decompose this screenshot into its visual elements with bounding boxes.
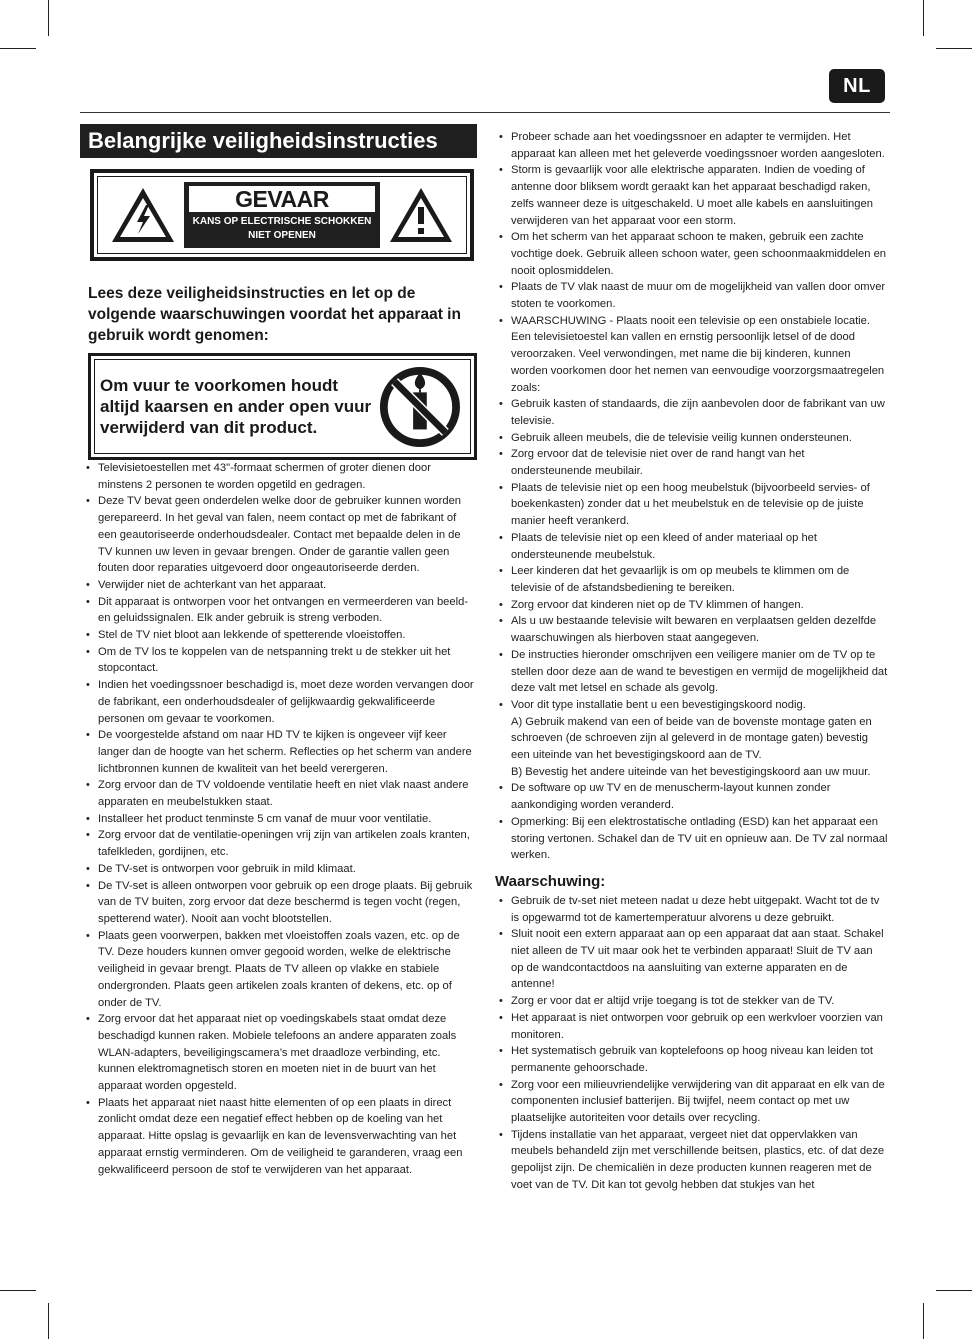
safety-list-right — [493, 129, 888, 864]
crop-mark — [48, 1303, 49, 1339]
list-item: • Tijdens installatie van het apparaat, vergeet niet dat oppervlakken van meubels behandeld zijn met verschillende beitsen, plastics, etc. of dat deze gepolijst zijn. De chemicaliën in deze producten kunnen reageren met de voet van de TV. Dit kan tot gevolg hebben dat stukjes van het — [493, 1127, 888, 1194]
installation-step-a: A) Gebruik makend van een of beide van de bovenste montage gaten en schroeven (de schroeven zijn al geleverd in de montage gaten) bevestig een uiteinde van het bevestigingskoord aan de TV. — [511, 715, 872, 762]
language-badge: NL — [829, 69, 885, 103]
danger-subtext: KANS OP ELECTRISCHE SCHOKKEN NIET OPENEN — [192, 216, 372, 241]
list-item: • Dit apparaat is ontworpen voor het ontvangen en vermeerderen van beeld- en geluidssignalen. Elk ander gebruik is streng verboden. — [80, 594, 477, 627]
list-item: • Televisietoestellen met 43"-formaat schermen of groter dienen door minstens 2 personen te worden opgetild en gedragen. — [80, 460, 477, 493]
lightning-warning-icon — [110, 185, 176, 245]
crop-mark — [923, 1303, 924, 1339]
crop-mark — [923, 0, 924, 36]
list-item: • Deze TV bevat geen onderdelen welke door de gebruiker kunnen worden gerepareerd. In het geval van falen, neem contact op met de fabrikant of een geautoriseerde onderhoudsdealer. Contact met bepaalde delen in de TV kunnen uw leven in gevaar brengen. Onder de garantie vallen geen fouten door reparaties uitgevoerd door ongeautoriseerde derden. — [80, 493, 477, 577]
list-item: • Zorg ervoor dat kinderen niet op de TV klimmen of hangen. — [493, 597, 888, 614]
crop-mark — [936, 1290, 972, 1291]
list-item: • Opmerking: Bij een elektrostatische ontlading (ESD) kan het apparaat een storing vertonen. Schakel dan de TV uit en opnieuw aan. De TV zal normaal werken. — [493, 814, 888, 864]
list-item: • Om het scherm van het apparaat schoon te maken, gebruik een zachte vochtige doek. Gebruik alleen schoon water, geen schoonmaakmiddelen en nooit oplosmiddelen. — [493, 229, 888, 279]
list-item: • Het apparaat is niet ontworpen voor gebruik op een werkvloer voorzien van monitoren. — [493, 1010, 888, 1043]
list-item: • Plaats de TV vlak naast de muur om de mogelijkheid van vallen door omver stoten te voorkomen. — [493, 279, 888, 312]
list-item: • Zorg er voor dat er altijd vrije toegang is tot de stekker van de TV. — [493, 993, 888, 1010]
installation-step-b: B) Bevestig het andere uiteinde van het bevestigingskoord aan uw muur. — [511, 765, 871, 778]
list-item: • De TV-set is alleen ontworpen voor gebruik op een droge plaats. Bij gebruik van de TV buiten, zorg ervoor dat deze beschermd is tegen vocht (regen, spetterend water). Nooit aan vocht blootstellen. — [80, 878, 477, 928]
list-item: • Gebruik alleen meubels, die de televisie veilig kunnen ondersteunen. — [493, 430, 888, 447]
list-item: • Gebruik de tv-set niet meteen nadat u deze hebt uitgepakt. Wacht tot de tv is opgewarmd tot de kamertemperatuur alvorens u deze gebruikt. — [493, 893, 888, 926]
list-item: • De TV-set is ontworpen voor gebruik in mild klimaat. — [80, 861, 477, 878]
list-item: • Zorg ervoor dat het apparaat niet op voedingskabels staat omdat deze beschadigd kunnen raken. Mobiele telefoons an andere apparaten zoals WLAN-adapters, beveiligingscamera’s met draadloze verbinding, etc. kunnen elektromagnetisch storen en moeten niet in de buurt van het apparaat worden opgesteld. — [80, 1011, 477, 1095]
list-item: • Probeer schade aan het voedingssnoer en adapter te vermijden. Het apparaat kan alleen met het geleverde voedingssnoer worden aangesloten. — [493, 129, 888, 162]
list-item: • Gebruik kasten of standaards, die zijn aanbevolen door de fabrikant van uw televisie. — [493, 396, 888, 429]
list-item: • Stel de TV niet bloot aan lekkende of spetterende vloeistoffen. — [80, 627, 477, 644]
list-item: • Verwijder niet de achterkant van het apparaat. — [80, 577, 477, 594]
list-item: • Installeer het product tenminste 5 cm vanaf de muur voor ventilatie. — [80, 811, 477, 828]
list-item: • Sluit nooit een extern apparaat aan op een apparaat dat aan staat. Schakel niet alleen de TV uit maar ook het te verbinden apparaat! Sluit de TV aan op de wandcontactdoos na aansluiting van externe apparaten en de antenne! — [493, 926, 888, 993]
list-item: • Zorg ervoor dat de ventilatie-openingen vrij zijn van artikelen zoals kranten, tafelkleden, gordijnen, etc. — [80, 827, 477, 860]
right-column — [493, 129, 888, 1194]
crop-mark — [936, 48, 972, 49]
list-item-installation — [493, 697, 888, 781]
crop-mark — [0, 48, 36, 49]
list-item: • Leer kinderen dat het gevaarlijk is om op meubels te klimmen om de televisie of de afstandsbediening te bereiken. — [493, 563, 888, 596]
exclamation-warning-icon — [388, 185, 454, 245]
left-column — [80, 124, 477, 1178]
list-item: • Indien het voedingssnoer beschadigd is, moet deze worden vervangen door de fabrikant, een onderhoudsdealer of gelijkwaardig gekwalificeerde personen om gevaar te voorkomen. — [80, 677, 477, 727]
list-item: • Plaats de televisie niet op een kleed of ander materiaal op het ondersteunende meubelstuk. — [493, 530, 888, 563]
danger-word: GEVAAR — [189, 186, 375, 212]
list-item: • Plaats het apparaat niet naast hitte elementen of op een plaats in direct zonlicht omdat deze een negatief effect hebben op de koeling van het apparaat. Hitte opslag is gevaarlijk en kan de levensverwachting van het apparaat ernstig verminderen. Om de veiligheid te garanderen, vraag een gekwalificeerd persoon de stof te verwijderen van het apparaat. — [80, 1095, 477, 1179]
no-open-flame-icon — [378, 364, 462, 450]
list-item: • De software op uw TV en de menuscherm-layout kunnen zonder aankondiging worden veranderd. — [493, 780, 888, 813]
header-rule — [80, 112, 890, 113]
fire-warning-text: Om vuur te voorkomen houdt altijd kaarsen en ander open vuur verwijderd van dit product. — [100, 376, 372, 437]
warning-list — [493, 893, 888, 1194]
fire-warning-box — [88, 353, 477, 460]
list-item: • Zorg ervoor dat de televisie niet over de rand hangt van het ondersteunende meubilair. — [493, 446, 888, 479]
list-item: • Storm is gevaarlijk voor alle elektrische apparaten. Indien de voeding of antenne door bliksem wordt geraakt kan het apparaat beschadigd raken, zelfs wanneer deze is uitgeschakeld. U moet alle kabels en aansluitingen verwijderen van het apparaat voor een storm. — [493, 162, 888, 229]
intro-text: Lees deze veiligheidsinstructies en let op de volgende waarschuwingen voordat het apparaat in gebruik wordt genomen: — [88, 285, 461, 344]
danger-panel — [184, 182, 380, 248]
list-item: • Plaats geen voorwerpen, bakken met vloeistoffen zoals vazen, etc. op de TV. Deze houders kunnen omver gegooid worden, welke de elektrische veiligheid in gevaar brengt. Plaats de TV alleen op vlakke en stabiele ondergronden. Plaats geen artikelen zoals kranten of dekens, etc. op of onder de TV. — [80, 928, 477, 1012]
list-item: • Plaats de televisie niet op een hoog meubelstuk (bijvoorbeeld servies- of boekenkasten) zonder dat u het meubelstuk en de televisie op de juiste manier heeft verankerd. — [493, 480, 888, 530]
list-item: • De voorgestelde afstand om naar HD TV te kijken is ongeveer vijf keer langer dan de hoogte van het scherm. Reflecties op het scherm van andere lichtbronnen kunnen de kwaliteit van het beeld verergeren. — [80, 727, 477, 777]
danger-label — [90, 169, 474, 261]
installation-intro: • Voor dit type installatie bent u een bevestigingskoord nodig. — [511, 698, 806, 711]
list-item: • Het systematisch gebruik van koptelefoons op hoog niveau kan leiden tot permanente gehoorschade. — [493, 1043, 888, 1076]
warning-heading: Waarschuwing: — [495, 872, 606, 890]
page-title: Belangrijke veiligheidsinstructies — [80, 124, 477, 158]
safety-list-left — [80, 460, 477, 1178]
list-item: • WAARSCHUWING - Plaats nooit een televisie op een onstabiele locatie. Een televisietoestel kan vallen en ernstig persoonlijk letsel of de dood veroorzaken. Veel verwondingen, met name die bij kinderen, kunnen worden voorkomen door het nemen van eenvoudige voorzorgsmaatregelen zoals: — [493, 313, 888, 397]
list-item: • Zorg ervoor dan de TV voldoende ventilatie heeft en niet vlak naast andere apparaten en meubelstukken staat. — [80, 777, 477, 810]
list-item: • Zorg voor een milieuvriendelijke verwijdering van dit apparaat en elk van de componenten inclusief batterijen. Bij twijfel, neem contact op met uw plaatselijke autoriteiten voor details over recycling. — [493, 1077, 888, 1127]
crop-mark — [0, 1290, 36, 1291]
crop-mark — [48, 0, 49, 36]
list-item: • Als u uw bestaande televisie wilt bewaren en verplaatsen gelden dezelfde waarschuwingen als hierboven staat aangegeven. — [493, 613, 888, 646]
list-item: • Om de TV los te koppelen van de netspanning trekt u de stekker uit het stopcontact. — [80, 644, 477, 677]
list-item: • De instructies hieronder omschrijven een veiligere manier om de TV op te stellen door deze aan de wand te bevestigen en vermijd de mogelijkheid dat deze valt met letsel en schade als gevolg. — [493, 647, 888, 697]
